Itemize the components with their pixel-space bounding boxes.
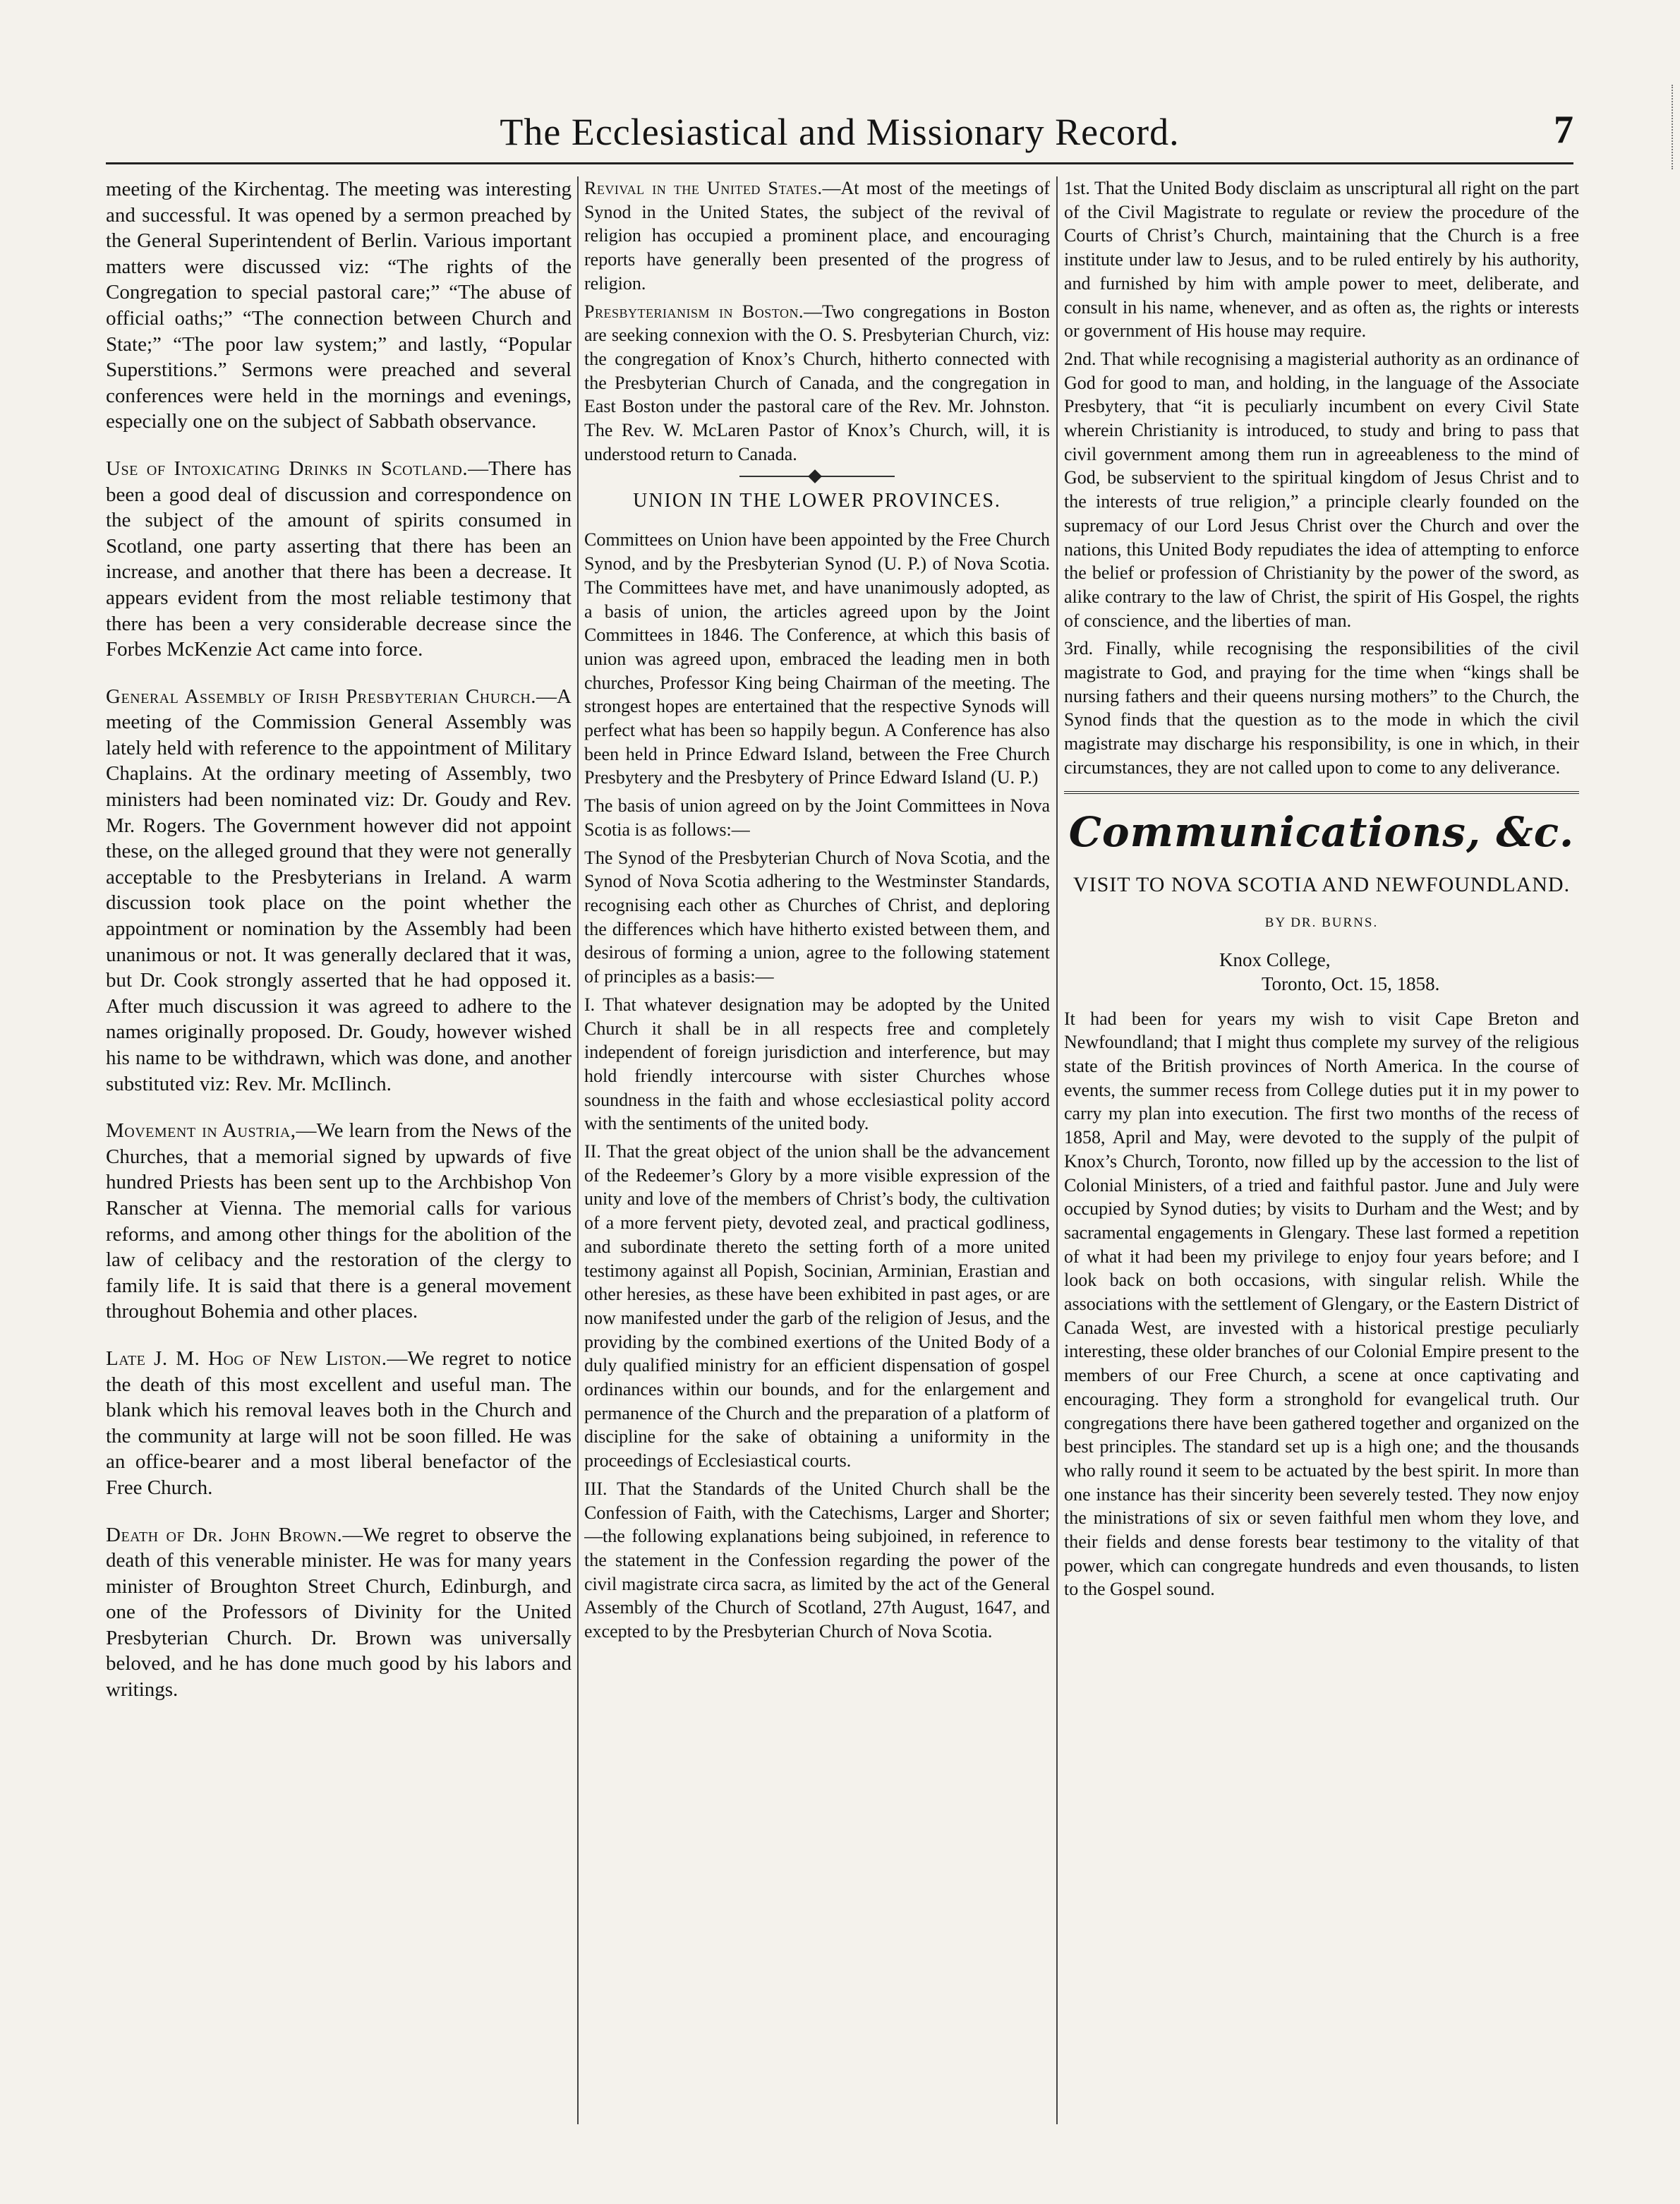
article-lead: General Assembly of Irish Presbyterian Church. — [106, 685, 537, 708]
page-edge-mark — [1672, 85, 1676, 169]
column-3 — [1064, 176, 1579, 2152]
section-heading: UNION IN THE LOWER PROVINCES. — [633, 490, 1001, 512]
article-paragraph: meeting of the Kirchentag. The meeting was interesting and successful. It was opened by a sermon preached by the General Superintendent of Berlin. Various important matters were discussed viz: “The rights of the Congregation to special pastoral care;” “The abuse of official oaths;” “The connection between Church and State;” “The poor law system;” and lastly, “Popular Superstitions.” Sermons were preached and several conferences were held in the mornings and evenings, especially one on the subject of Sabbath observance. — [106, 178, 572, 433]
dateline — [1064, 948, 1579, 996]
article-paragraph: 1st. That the United Body disclaim as unscriptural all right on the part of the Civil Magistrate to regulate or review the procedure of the Courts of Christ’s Church, maintaining that the Church is a free institute under law to Jesus, and to be ruled entirely by his authority, and furnished by him with ample power to meet, deliberate, and consult in his name, whenever, and as often as, the rights or interests or government of His house may require. — [1064, 178, 1579, 342]
section-divider — [1064, 791, 1579, 794]
publication-title: The Ecclesiastical and Missionary Record. — [500, 111, 1180, 153]
article-paragraph: III. That the Standards of the United Church shall be the Confession of Faith, with the Catechisms, Larger and Shorter;—the following explanations being subjoined, in reference to the statement in the Confession regarding the power of the civil magistrate circa sacra, as limited by the act of the General Assembly of the Church of Scotland, 27th August, 1647, and excepted to by the Presbyterian Church of Nova Scotia. — [584, 1478, 1050, 1642]
article-paragraph: Death of Dr. John Brown.—We regret to observe the death of this venerable minister. He was for many years minister of Broughton Street Church, Edinburgh, and one of the Professors of Divinity for the United Presbyterian Church. Dr. Brown was universally beloved, and he has done much good by his labors and writings. — [106, 1523, 572, 1702]
column-divider — [1056, 176, 1058, 2124]
article-lead: Movement in Austria, — [106, 1119, 296, 1143]
article-paragraph: Revival in the United States.—At most of the meetings of Synod in the United States, the subject of the revival of religion has occupied a prominent place, and encouraging reports have generally been presented of the progress of religion. — [584, 178, 1050, 294]
column-divider — [577, 176, 579, 2124]
page-number: 7 — [1554, 108, 1573, 152]
column-1 — [106, 176, 572, 2152]
article-paragraph: Late J. M. Hog of New Liston.—We regret to notice the death of this most excellent and useful man. The blank which his removal leaves both in the Church and the community at large will not be soon filled. He was an office-bearer and a most liberal benefactor of the Free Church. — [106, 1347, 572, 1499]
article-paragraph: Committees on Union have been appointed by the Free Church Synod, and by the Presbyterian Synod (U. P.) of Nova Scotia. The Committees have met, and have unanimously adopted, as a basis of union, the articles agreed upon by the Joint Committees in 1846. The Conference, at which this basis of union was agreed upon, embraced the leading men in both churches, Professor King being Chairman of the meeting. The strongest hopes are entertained that the respective Synods will perfect what has been so happily begun. A Conference has also been held in Prince Edward Island, between the Free Church Presbytery and the Presbytery of Prince Edward Island (U. P.) — [584, 529, 1050, 788]
article-lead: Presbyterianism in Boston. — [584, 301, 804, 322]
article-paragraph: 3rd. Finally, while recognising the responsibilities of the civil magistrate to God, and praying for the time when “kings shall be nursing fathers and their queens nursing mothers” to the Church, the Synod finds that the question as to the mode in which the civil magistrate may discharge his responsibility, is one in which, in their circumstances, they are not called upon to come to any deliverance. — [1064, 638, 1579, 778]
page-header — [106, 106, 1573, 164]
article-title: VISIT TO NOVA SCOTIA AND NEWFOUNDLAND. — [1072, 872, 1571, 896]
article-lead: Late J. M. Hog of New Liston. — [106, 1347, 387, 1370]
article-paragraph: It had been for years my wish to visit Cape Breton and Newfoundland; that I might thus complete my survey of the religious state of the British provinces of North America. In the course of events, the summer recess from College duties put it in my power to carry my plan into execution. The first two months of the recess of 1858, April and May, were devoted to the supply of the pulpit of Knox’s Church, Toronto, now filled up by the accession to the list of Colonial Ministers, of a tried and faithful pastor. June and July were occupied by Synod duties; by visits to Durham and the West; and by sacramental engagements in Glengary. These last formed a repetition of what it had been my privilege to enjoy four years before; and I look back on both occasions, with singular relish. While the associations with the settlement of Glengary, or the Eastern District of Canada West, are invested with a historical prestige peculiarly interesting, these older branches of our Colonial Empire present to the members of our Free Church, a scene at once captivating and encouraging. They form a stronghold for evangelical truth. Our congregations there have been gathered together and organized on the best principles. The standard set up is a high one; and the thousands who rally round it seem to be actuated by the best spirit. In more than one instance has their sincerity been severely tested. They now enjoy the ministrations of six or seven faithful men whom they love, and their fields and dense forests bear testimony to the vitality of that power, which can congregate hundreds and even thousands, to listen to the Gospel sound. — [1064, 1008, 1579, 1600]
article-paragraph: Use of Intoxicating Drinks in Scotland.—There has been a good deal of discussion and correspondence on the subject of the amount of spirits consumed in Scotland, one party asserting that there has been an increase, and another that there has been a decrease. It appears evident from the most reliable testimony that there has been a very considerable decrease since the Forbes McKenzie Act came into force. — [106, 457, 572, 661]
communications-heading: Communications, &c. — [1068, 807, 1575, 856]
column-2 — [584, 176, 1050, 2152]
article-lead: Revival in the United States. — [584, 178, 823, 198]
article-paragraph: General Assembly of Irish Presbyterian Church.—A meeting of the Commission General Assembly was lately held with reference to the appointment of Military Chaplains. At the ordinary meeting of Assembly, two ministers had been nominated viz: Dr. Goudy and Rev. Mr. Rogers. The Government however did not appoint these, on the alleged ground that they were not generally acceptable to the Presbyterians in Ireland. A warm discussion took place on the point whether the appointment or nomination by the Assembly had been unanimous or not. It was generally declared that it was, but Dr. Cook strongly asserted that he had opposed it. After much discussion it was agreed to adhere to the names originally proposed. Dr. Goudy, however wished his name to be withdrawn, which was done, and another substituted viz: Rev. Mr. McIlinch. — [106, 685, 572, 1095]
article-paragraph: Movement in Austria,—We learn from the News of the Churches, that a memorial signed by upwards of five hundred Priests has been sent up to the Archbishop Von Ranscher at Vienna. The memorial calls for various reforms, and among other things for the abolition of the law of celibacy and the restoration of the clergy to family life. It is said that there is a general movement throughout Bohemia and other places. — [106, 1119, 572, 1323]
article-paragraph: The basis of union agreed on by the Joint Committees in Nova Scotia is as follows:— — [584, 795, 1050, 840]
dateline-date: Toronto, Oct. 15, 1858. — [1262, 972, 1440, 994]
byline: BY DR. BURNS. — [1264, 915, 1379, 930]
article-paragraph: I. That whatever designation may be adopted by the United Church it shall be in all respects free and completely independent of foreign jurisdiction and interference, but may hold friendly intercourse with sister Churches whose soundness in the faith and whose ecclesiastical polity accord with the sentiments of the united body. — [584, 994, 1050, 1134]
dateline-place: Knox College, — [1219, 949, 1331, 970]
section-divider — [739, 476, 895, 477]
article-paragraph: The Synod of the Presbyterian Church of Nova Scotia, and the Synod of Nova Scotia adhering to the Westminster Standards, recognising each other as Churches of Christ, and deploring the differences which have hitherto existed between them, and desirous of forming a union, agree to the following statement of principles as a basis:— — [584, 847, 1050, 987]
article-paragraph: Presbyterianism in Boston.—Two congregations in Boston are seeking connexion with the O. S. Presbyterian Church, viz: the congregation of Knox’s Church, hitherto connected with the Presbyterian Church of Canada, and the congregation in East Boston under the pastoral care of the Rev. Mr. Johnston. The Rev. W. McLaren Pastor of Knox’s Church, will, it is understood return to Canada. — [584, 301, 1050, 464]
article-lead: Death of Dr. John Brown. — [106, 1523, 343, 1546]
article-lead: Use of Intoxicating Drinks in Scotland. — [106, 457, 469, 480]
article-paragraph: II. That the great object of the union shall be the advancement of the Redeemer’s Glory by a more visible expression of the unity and love of the members of Christ’s body, the cultivation of a more fervent piety, devoted zeal, and practical godliness, and subordinate thereto the setting forth of a more united testimony against all Popish, Socinian, Arminian, Erastian and other heresies, as these have been exhibited in past ages, or are now manifested under the garb of the religion of Jesus, and the providing by the combined exertions of the United Body of a duly qualified ministry for an efficient dispensation of gospel ordinances within our bounds, and for the enlargement and permanence of the Church and the preparation of a platform of discipline for the sake of obtaining a uniformity in the proceedings of Ecclesiastical courts. — [584, 1141, 1050, 1471]
article-paragraph: 2nd. That while recognising a magisterial authority as an ordinance of God for good to man, and holding, in the language of the Associate Presbytery, that “it is peculiarly incumbent on every Civil State wherein Christianity is introduced, to study and bring to pass that civil government among them run in agreeableness to the mind of God, be subservient to the spiritual kingdom of Jesus Christ and to the interests of true religion,” a principle clearly founded on the supremacy of our Lord Jesus Christ over the Church and over the nations, this United Body repudiates the idea of attempting to enforce the belief or profession of Christianity by the power of the sword, as alike contrary to the law of Christ, the spirit of His Gospel, the rights of conscience, and the liberties of man. — [1064, 348, 1579, 631]
